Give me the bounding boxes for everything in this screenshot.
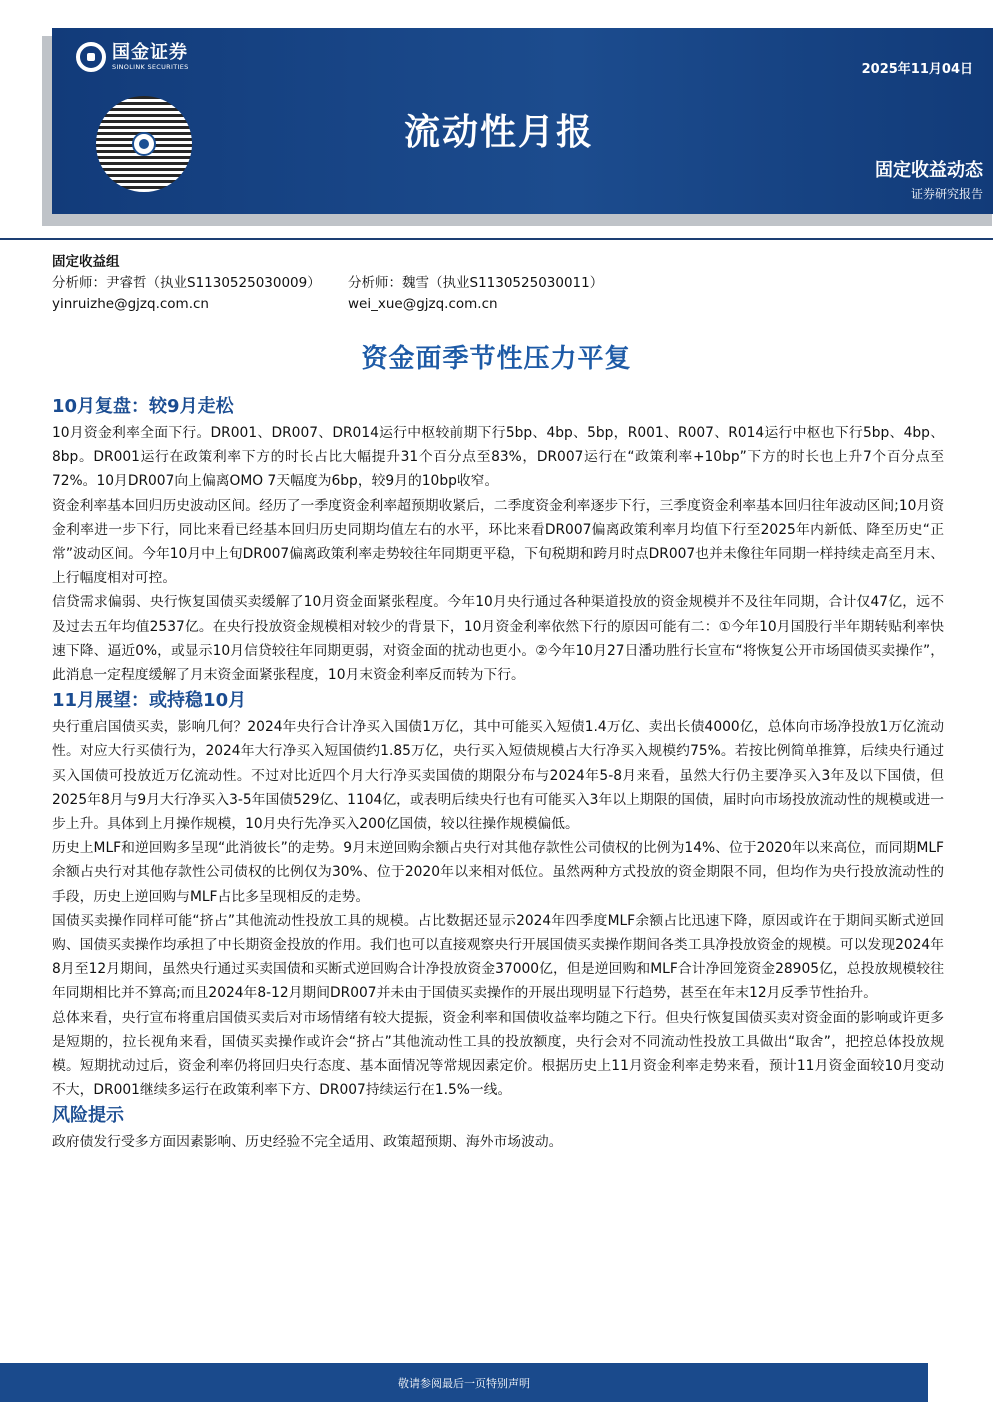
paragraph: 总体来看，央行宣布将重启国债买卖后对市场情绪有较大提振，资金利率和国债收益率均随之下行。但央行恢复国债买卖对资金面的影响或许更多是短期的，拉长视角来看，国债买卖操作或许会“挤占”其他流动性工具的投放额度，央行会对不同流动性投放工具做出“取舍”，把控总体投放规模。短期扰动过后，资金利率仍将回归央行态度、基本面情况等常规因素定价。根据历史上11月资金利率走势来看，预计11月资金面较10月变动不大，DR001继续多运行在政策利率下方、DR007持续运行在1.5%一线。 [52,1009,944,1099]
paragraph: 国债买卖操作同样可能“挤占”其他流动性投放工具的规模。占比数据还显示2024年四季度MLF余额占比迅速下降，原因或许在于期间买断式逆回购、国债买卖操作均承担了中长期资金投放的作用。我们也可以直接观察央行开展国债买卖操作期间各类工具净投放资金的规模。可以发现2024年8月至12月期间，虽然央行通过买卖国债和买断式逆回购合计净投放资金37000亿，但是逆回购和MLF合计净回笼资金28905亿，总投放规模较往年同期相比并不算高;而且2024年8-12月期间DR007并未由于国债买卖操作的开展出现明显下行趋势，甚至在年末12月反季节性抬升。 [52,912,944,1002]
paragraph: 资金利率基本回归历史波动区间。经历了一季度资金利率超预期收紧后，二季度资金利率逐步下行，三季度资金利率基本回归往年波动区间;10月资金利率进一步下行，同比来看已经基本回归历史同期均值左右的水平，环比来看DR007偏离政策利率月均值下行至2025年内新低、降至历史“正常”波动区间。今年10月中上旬DR007偏离政策利率走势较往年同期更平稳，下旬税期和跨月时点DR007也并未像往年同期一样持续走高至月末、上行幅度相对可控。 [52,497,944,587]
article-title: 资金面季节性压力平复 [361,344,632,374]
report-type: 证券研究报告 [910,187,983,201]
logo-icon [76,42,106,72]
report-series-title: 流动性月报 [404,112,595,153]
paragraph: 信贷需求偏弱、央行恢复国债买卖缓解了10月资金面紧张程度。今年10月央行通过各种渠道投放的资金规模并不及往年同期，合计仅47亿，远不及过去五年均值2537亿。在央行投放资金规模相对较少的背景下，10月资金利率依然下行的原因可能有二：①今年10月国股行半年期转贴利率快速下降、逼近0%，或显示10月信贷较往年同期更弱，对资金面的扰动也更小。②今年10月27日潘功胜行长宣布“将恢复公开市场国债买卖操作”，此消息一定程度缓解了月末资金面紧张程度，10月末资金利率反而转为下行。 [52,594,944,684]
section-heading-risk: 风险提示 [52,1105,124,1127]
paragraph: 历史上MLF和逆回购多呈现“此消彼长”的走势。9月末逆回购余额占央行对其他存款性公司债权的比例为14%、位于2020年以来高位，而同期MLF余额占央行对其他存款性公司债权的比例仅为30%、位于2020年以来相对低位。虽然两种方式投放的资金期限不同，但均作为央行投放流动性的手段，历史上逆回购与MLF占比多呈现相反的走势。 [52,840,944,905]
report-header [52,28,993,214]
author-block [52,252,952,315]
analyst-1: 分析师：尹睿哲（执业S1130525030009） [52,275,321,291]
analyst-1-email[interactable]: yinruizhe@gjzq.com.cn [52,296,209,312]
report-body [52,393,944,1155]
paragraph: 央行重启国债买卖，影响几何？2024年央行合计净买入国债1万亿，其中可能买入短债1.4万亿、卖出长债4000亿，总体向市场净投放1万亿流动性。对应大行买债行为，2024年大行净买入短国债约1.85万亿，央行买入短债规模占大行净买入规模约75%。若按比例简单推算，后续央行通过买入国债可投放近万亿流动性。不过对比近四个月大行净买卖国债的期限分布与2024年5-8月来看，虽然大行仍主要净买入3年及以下国债，但2025年8月与9月大行净买入3-5年国债529亿、1104亿，或表明后续央行也有可能买入3年以上期限的国债，届时向市场投放流动性的规模或进一步上升。具体到上月操作规模，10月央行先净买入200亿国债，较以往操作规模偏低。 [52,719,944,833]
logo-name-cn: 国金证券 [112,41,188,63]
report-date: 2025年11月04日 [861,62,973,77]
paragraph: 10月资金利率全面下行。DR001、DR007、DR014运行中枢较前期下行5bp、4bp、5bp，R001、R007、R014运行中枢也下行5bp、4bp、8bp。DR001运行在政策利率下方的时长占比大幅提升31个百分点至83%，DR007运行在“政策利率+10bp”下方的时长也上升7个百分点至72%。10月DR007向上偏离OMO 7天幅度为6bp，较9月的10bp收窄。 [52,425,944,490]
company-logo [76,42,189,72]
footer-disclaimer: 敬请参阅最后一页特别声明 [0,1363,928,1402]
qr-code-icon [96,96,192,192]
analyst-2: 分析师：魏雪（执业S1130525030011） [348,275,604,291]
qr-center-logo-icon [132,132,156,156]
report-category: 固定收益动态 [875,160,983,181]
section-heading-review: 10月复盘：较9月走松 [52,396,234,417]
section-heading-outlook: 11月展望：或持稳10月 [52,690,247,712]
header-divider [0,238,993,240]
logo-name-en: SINOLINK SECURITIES [112,62,189,71]
analyst-2-email[interactable]: wei_xue@gjzq.com.cn [348,296,498,312]
department: 固定收益组 [52,254,120,270]
paragraph: 政府债发行受多方面因素影响、历史经验不完全适用、政策超预期、海外市场波动。 [52,1134,563,1151]
